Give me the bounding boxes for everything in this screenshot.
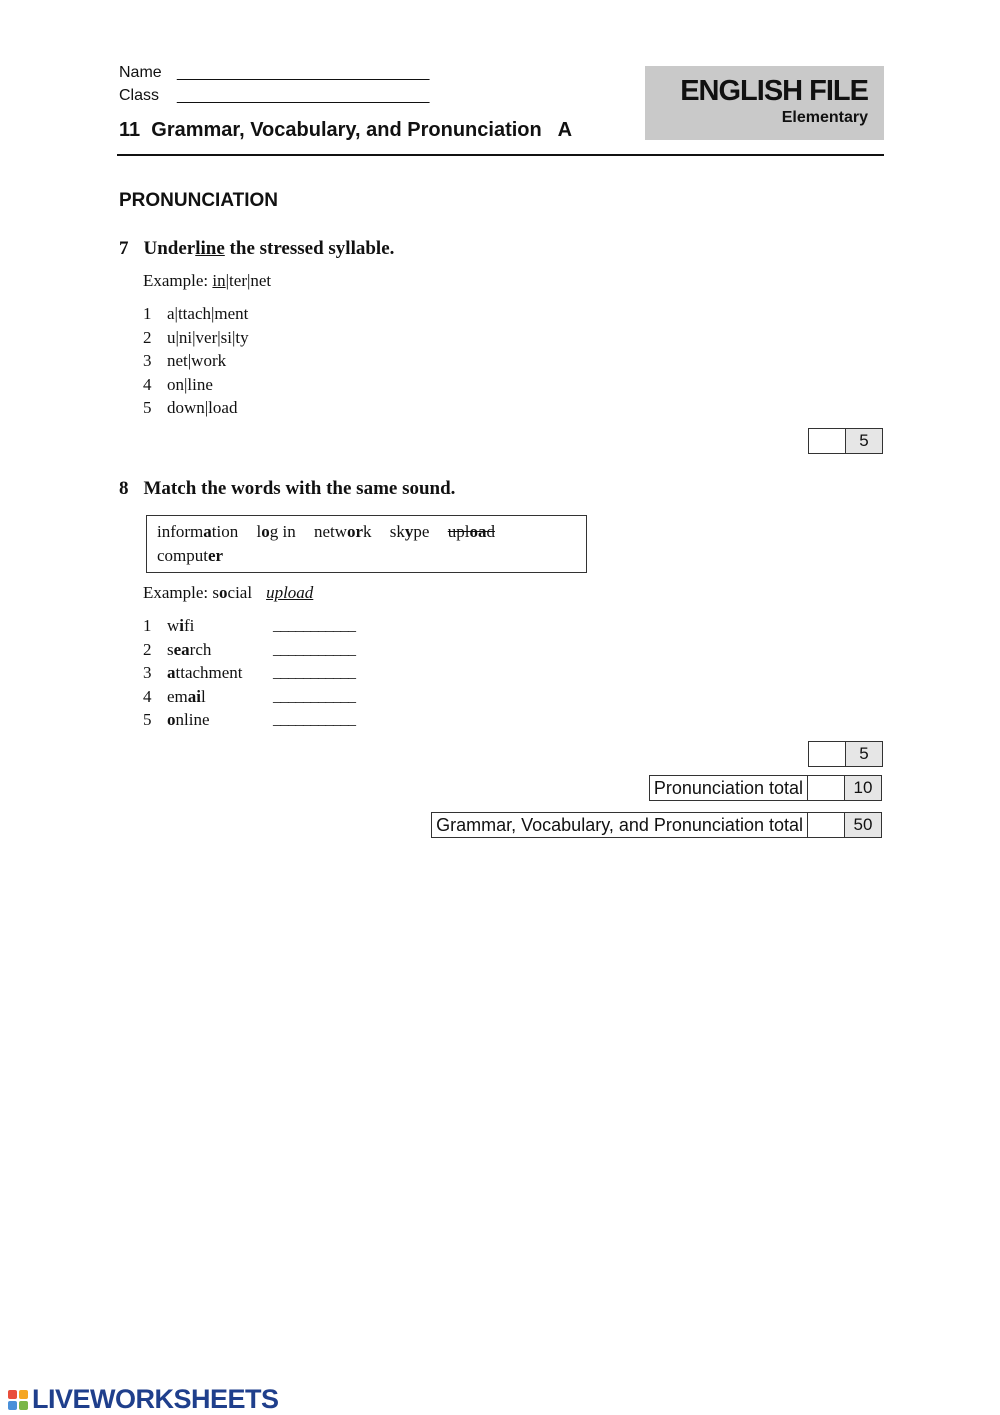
logo-sub-text: Elementary xyxy=(781,109,868,126)
header-rule xyxy=(117,154,884,156)
list-item[interactable] xyxy=(143,396,249,420)
score-max: 10 xyxy=(845,776,881,800)
liveworksheets-logo[interactable] xyxy=(8,1384,279,1415)
q7-example-rest: |ter|net xyxy=(225,271,272,290)
q8-score-box xyxy=(808,741,883,767)
q8-example: Example: social upload xyxy=(143,583,314,602)
score-input[interactable] xyxy=(809,742,846,766)
liveworksheets-mark-icon xyxy=(8,1390,28,1410)
list-item[interactable] xyxy=(143,326,249,350)
logo-main-text: ENGLISH FILE xyxy=(680,75,868,107)
q7-example-stress: in xyxy=(212,271,226,290)
name-field[interactable]: ______________________________ xyxy=(177,64,429,81)
class-label: Class xyxy=(119,87,160,104)
score-max: 50 xyxy=(845,813,881,837)
word-box xyxy=(146,515,587,573)
answer-blank[interactable]: ___________ xyxy=(273,711,356,728)
liveworksheets-brand: LIVEWORKSHEETS xyxy=(32,1384,279,1414)
item-number: 2 xyxy=(143,327,152,347)
answer-blank[interactable]: ___________ xyxy=(273,640,356,658)
item-number: 4 xyxy=(143,374,152,394)
list-item: 1 wifi ___________ xyxy=(143,614,356,638)
q7-text-underlined: line xyxy=(195,238,225,259)
answer-blank[interactable]: ___________ xyxy=(273,664,356,681)
section-title: PRONUNCIATION xyxy=(119,190,279,211)
q8-heading xyxy=(119,478,455,500)
item-word[interactable]: u|ni|ver|si|ty xyxy=(167,327,249,347)
score-input[interactable] xyxy=(808,776,845,800)
box-word-crossed: upload xyxy=(447,522,495,541)
list-item: 3 attachment ___________ xyxy=(143,661,356,685)
q7-example xyxy=(143,271,271,291)
q8-example-label: Example: xyxy=(143,583,209,602)
gvp-total-label: Grammar, Vocabulary, and Pronunciation total xyxy=(432,813,808,837)
item-number: 3 xyxy=(143,351,152,370)
list-item: 4 email ___________ xyxy=(143,685,356,709)
q7-list xyxy=(143,302,249,420)
box-word: log in xyxy=(256,522,296,541)
list-item[interactable] xyxy=(143,349,249,373)
q7-score-box xyxy=(808,428,883,454)
q8-list xyxy=(143,614,356,732)
q7-text-pre: Under xyxy=(143,238,196,259)
list-item[interactable] xyxy=(143,302,249,326)
list-item[interactable] xyxy=(143,373,249,397)
name-label: Name xyxy=(119,64,162,81)
item-number: 5 xyxy=(143,398,152,417)
item-word[interactable]: net|work xyxy=(167,351,227,370)
pronunciation-total-label: Pronunciation total xyxy=(650,776,808,800)
list-item: 5 online ___________ xyxy=(143,708,356,732)
q7-text-post: the stressed syllable. xyxy=(224,238,395,259)
q8-instruction: Match the words with the same sound. xyxy=(143,478,456,499)
list-item: 2 search ___________ xyxy=(143,638,356,662)
box-word: network xyxy=(313,522,372,541)
score-max: 5 xyxy=(846,742,882,766)
item-word[interactable]: a|ttach|ment xyxy=(167,304,249,323)
score-input[interactable] xyxy=(809,429,846,453)
box-word: skype xyxy=(389,522,430,541)
answer-blank[interactable]: ___________ xyxy=(273,687,356,705)
q7-number: 7 xyxy=(119,238,129,259)
box-word: information xyxy=(157,522,239,541)
box-word: computer xyxy=(157,546,224,565)
score-max: 5 xyxy=(846,429,882,453)
q8-number: 8 xyxy=(119,478,129,499)
page-title: 11 Grammar, Vocabulary, and Pronunciation A xyxy=(119,119,573,141)
item-number: 1 xyxy=(143,304,152,323)
gvp-total xyxy=(431,812,882,838)
q7-heading xyxy=(119,238,394,260)
pronunciation-total xyxy=(649,775,882,801)
q8-example-answer: upload xyxy=(266,583,314,602)
brand-logo xyxy=(645,66,884,140)
item-word[interactable]: down|load xyxy=(167,398,238,417)
class-field[interactable]: ______________________________ xyxy=(177,87,429,104)
item-word[interactable]: on|line xyxy=(167,374,213,394)
score-input[interactable] xyxy=(808,813,845,837)
answer-blank[interactable]: ___________ xyxy=(273,617,356,634)
q7-example-label: Example: xyxy=(143,271,209,290)
